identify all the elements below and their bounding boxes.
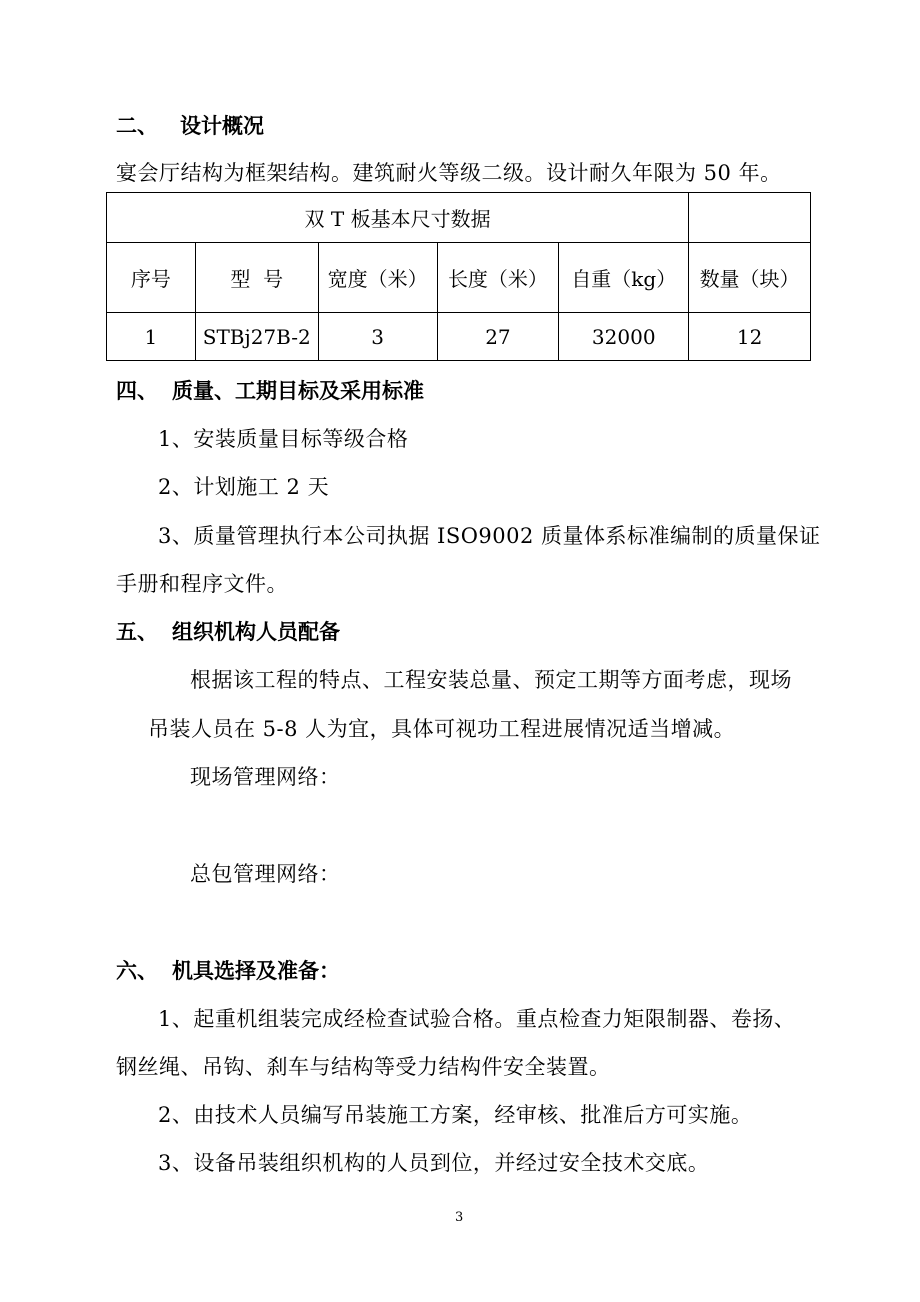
section-6-title: 机具选择及准备： (172, 959, 340, 983)
page-number: 3 (455, 1210, 464, 1225)
section-4-item-1: 1、安装质量目标等级合格 (158, 427, 409, 451)
section-6-item-3: 3、设备吊装组织机构的人员到位，并经过安全技术交底。 (158, 1151, 710, 1175)
section-5-number: 五、 (116, 620, 158, 644)
section-5-title: 组织机构人员配备 (172, 620, 340, 644)
table-cell: STBj27B-2 (195, 313, 318, 361)
size-data-table (106, 192, 811, 361)
table-cell: 12 (689, 313, 811, 361)
section-4-title: 质量、工期目标及采用标准 (172, 379, 424, 403)
section-2-number: 二、 (116, 114, 158, 138)
site-management-network-label: 现场管理网络： (190, 765, 341, 789)
section-6-item-1-line-2: 钢丝绳、吊钩、刹车与结构等受力结构件安全装置。 (116, 1055, 611, 1079)
section-4-number: 四、 (116, 379, 158, 403)
section-5-paragraph-line-2: 吊装人员在 5-8 人为宜，具体可视功工程进展情况适当增减。 (148, 717, 736, 741)
section-4-item-2: 2、计划施工 2 天 (158, 475, 330, 499)
table-header-cell: 序号 (107, 243, 196, 313)
section-6-item-2: 2、由技术人员编写吊装施工方案，经审核、批准后方可实施。 (158, 1103, 753, 1127)
table-header-cell: 宽度（米） (318, 243, 437, 313)
table-header-cell: 型 号 (195, 243, 318, 313)
section-2-body: 宴会厅结构为框架结构。建筑耐火等级二级。设计耐久年限为 50 年。 (116, 161, 782, 185)
general-contractor-network-label: 总包管理网络： (190, 862, 341, 886)
section-4-item-3-line-1: 3、质量管理执行本公司执据 ISO9002 质量体系标准编制的质量保证 (158, 524, 821, 548)
table-title: 双 T 板基本尺寸数据 (107, 193, 689, 243)
table-title-empty-cell (689, 193, 811, 243)
section-4-item-3-line-2: 手册和程序文件。 (116, 572, 288, 596)
section-5-paragraph-line-1: 根据该工程的特点、工程安装总量、预定工期等方面考虑，现场 (190, 668, 792, 692)
section-2-title: 设计概况 (180, 114, 264, 138)
table-cell: 1 (107, 313, 196, 361)
table-row (107, 313, 811, 361)
table-header-cell: 数量（块） (689, 243, 811, 313)
section-6-item-1-line-1: 1、起重机组装完成经检查试验合格。重点检查力矩限制器、卷扬、 (158, 1007, 796, 1031)
table-cell: 27 (437, 313, 559, 361)
table-header-cell: 自重（kg） (559, 243, 689, 313)
table-cell: 32000 (559, 313, 689, 361)
section-6-number: 六、 (116, 959, 158, 983)
table-header-cell: 长度（米） (437, 243, 559, 313)
table-cell: 3 (318, 313, 437, 361)
